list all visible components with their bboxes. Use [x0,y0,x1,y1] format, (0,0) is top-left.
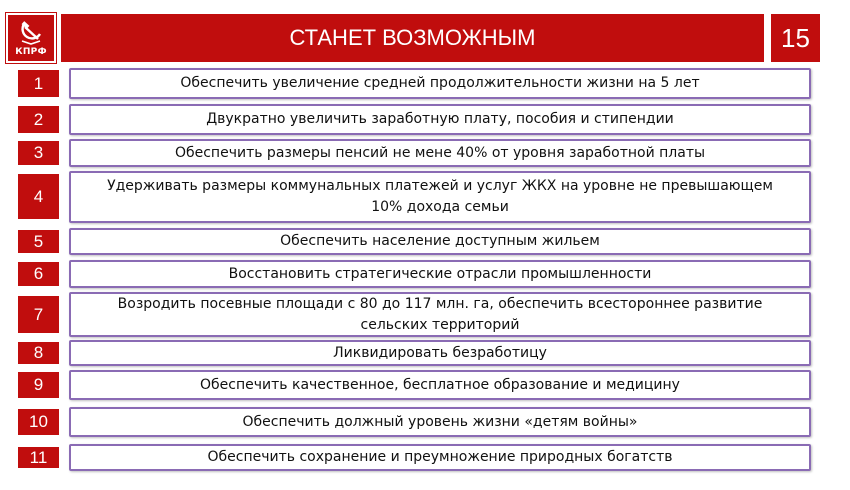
item-number: 3 [18,141,59,165]
item-number: 7 [18,296,59,333]
item-number: 1 [18,70,59,97]
item-number: 6 [18,262,59,286]
list-item: Обеспечить качественное, бесплатное образование и медицину [69,370,811,400]
item-number: 8 [18,342,59,364]
list-item: Восстановить стратегические отрасли промышленности [69,260,811,288]
list-item: Обеспечить сохранение и преумножение природных богатств [69,444,811,471]
list-item: Обеспечить увеличение средней продолжительности жизни на 5 лет [69,68,811,99]
item-number: 2 [18,106,59,133]
list-item: Удерживать размеры коммунальных платежей и услуг ЖКХ на уровне не превышающем 10% дохода семьи [69,171,811,223]
item-number: 11 [18,447,59,468]
item-number: 10 [18,409,59,435]
list-item: Возродить посевные площади с 80 до 117 млн. га, обеспечить всестороннее развитие сельских территорий [69,292,811,337]
page-number: 15 [771,14,820,62]
logo-text: КПРФ [15,46,47,57]
list-item: Обеспечить население доступным жильем [69,228,811,255]
page-title: СТАНЕТ ВОЗМОЖНЫМ [61,14,764,62]
item-number: 4 [18,174,59,219]
kprf-logo [6,13,56,63]
item-number: 5 [18,230,59,253]
list-item: Обеспечить должный уровень жизни «детям войны» [69,407,811,437]
hammer-sickle-book-icon [16,20,46,46]
list-item: Обеспечить размеры пенсий не мене 40% от уровня заработной платы [69,139,811,167]
item-number: 9 [18,372,59,398]
list-item: Ликвидировать безработицу [69,340,811,366]
list-item: Двукратно увеличить заработную плату, пособия и стипендии [69,104,811,135]
